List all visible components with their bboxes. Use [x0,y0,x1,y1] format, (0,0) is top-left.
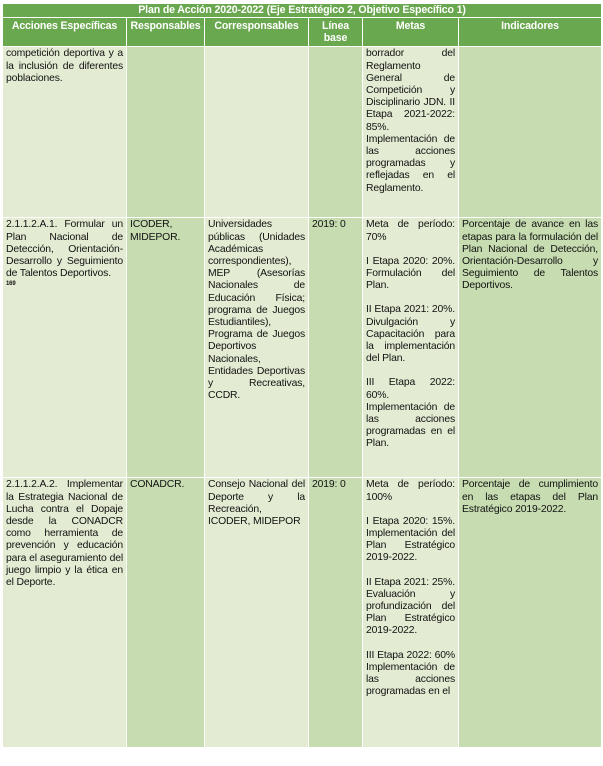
meta-periodo: Meta de período: 70% [366,219,455,243]
header-indicadores: Indicadores [459,18,602,47]
linea-base-cell [309,478,363,748]
accion-text: competición deportiva y a la inclusión de diferentes poblaciones. [6,48,123,84]
corresponsables-text: Universidades públicas (Unidades Académicas correspondientes), MEP (Asesorías Nacionales de Educación Física; programa de Juegos Estudiantiles), Programa de Juegos Deportivos Nacionales, Entidades Deportivas y Recreativas, CCDR. [208,219,305,402]
responsables-text: ICODER, MIDEPOR. [130,219,181,243]
meta-etapa-3: III Etapa 2022: 60%. Implementación de las acciones programadas en el Plan. [366,377,455,450]
header-linea-base: Línea base [309,18,363,47]
linea-base-text: 2019: 0 [312,479,346,491]
corresponsables-cell [205,478,309,748]
indicadores-text: Porcentaje de avance en las etapas para la formulación del Plan Nacional de Detección, Orientación-Desarrollo y Seguimiento de Talentos Deportivos. [462,219,599,292]
meta-etapa-3: III Etapa 2022: 60% Implementación de las acciones programadas en el [366,649,455,698]
accion-cell [3,47,127,218]
metas-cell [363,218,459,478]
action-plan-table [2,3,602,748]
responsables-cell [127,218,205,478]
header-metas: Metas [363,18,459,47]
accion-cell [3,218,127,478]
responsables-cell [127,478,205,748]
accion-cell [3,478,127,748]
table-header-row [3,18,602,47]
corresponsables-text: Consejo Nacional del Deporte y la Recreación, ICODER, MIDEPOR [208,479,305,528]
header-acciones: Acciones Específicas [3,18,127,47]
meta-etapa-1: I Etapa 2020: 15%. Implementación del Plan Estratégico 2019-2022. [366,515,455,564]
meta-etapa-2: II Etapa 2021: 25%. Evaluación y profundización del Plan Estratégico 2019-2022. [366,576,455,637]
responsables-text: CONADCR. [130,479,185,491]
table-row [3,478,602,748]
accion-text: 2.1.1.2.A.1. Formular un Plan Nacional de Detección, Orientación-Desarrollo y Seguimiento de Talentos Deportivos. [6,219,123,280]
metas-text: borrador del Reglamento General de Competición y Disciplinario JDN. II Etapa 2021-2022: 85%. Implementación de las acciones programadas y reflejadas en el Reglamento. [366,48,455,194]
accion-text: 2.1.1.2.A.2. Implementar la Estrategia Nacional de Lucha contra el Dopaje desde la CONADCR como herramienta de prevención y educación para el aseguramiento del juego limpio y la ética en el Deporte. [6,479,123,589]
meta-periodo: Meta de período: 100% [366,479,455,503]
linea-base-cell [309,47,363,218]
linea-base-text: 2019: 0 [312,219,346,231]
table-row [3,47,602,218]
footnote-marker: 169 [6,281,16,288]
indicadores-cell [459,478,602,748]
corresponsables-cell [205,218,309,478]
table-row [3,218,602,478]
metas-cell [363,47,459,218]
meta-etapa-1: I Etapa 2020: 20%. Formulación del Plan. [366,255,455,292]
linea-base-cell [309,218,363,478]
table-title: Plan de Acción 2020-2022 (Eje Estratégico 2, Objetivo Específico 1) [3,4,602,18]
indicadores-text: Porcentaje de cumplimiento en las etapas del Plan Estratégico 2019-2022. [462,479,599,515]
responsables-cell [127,47,205,218]
table-title-row [3,4,602,18]
metas-cell [363,478,459,748]
header-responsables: Responsables [127,18,205,47]
indicadores-cell [459,218,602,478]
corresponsables-cell [205,47,309,218]
header-corresponsables: Corresponsables [205,18,309,47]
indicadores-cell [459,47,602,218]
meta-etapa-2: II Etapa 2021: 20%. Divulgación y Capacitación para la implementación del Plan. [366,304,455,365]
